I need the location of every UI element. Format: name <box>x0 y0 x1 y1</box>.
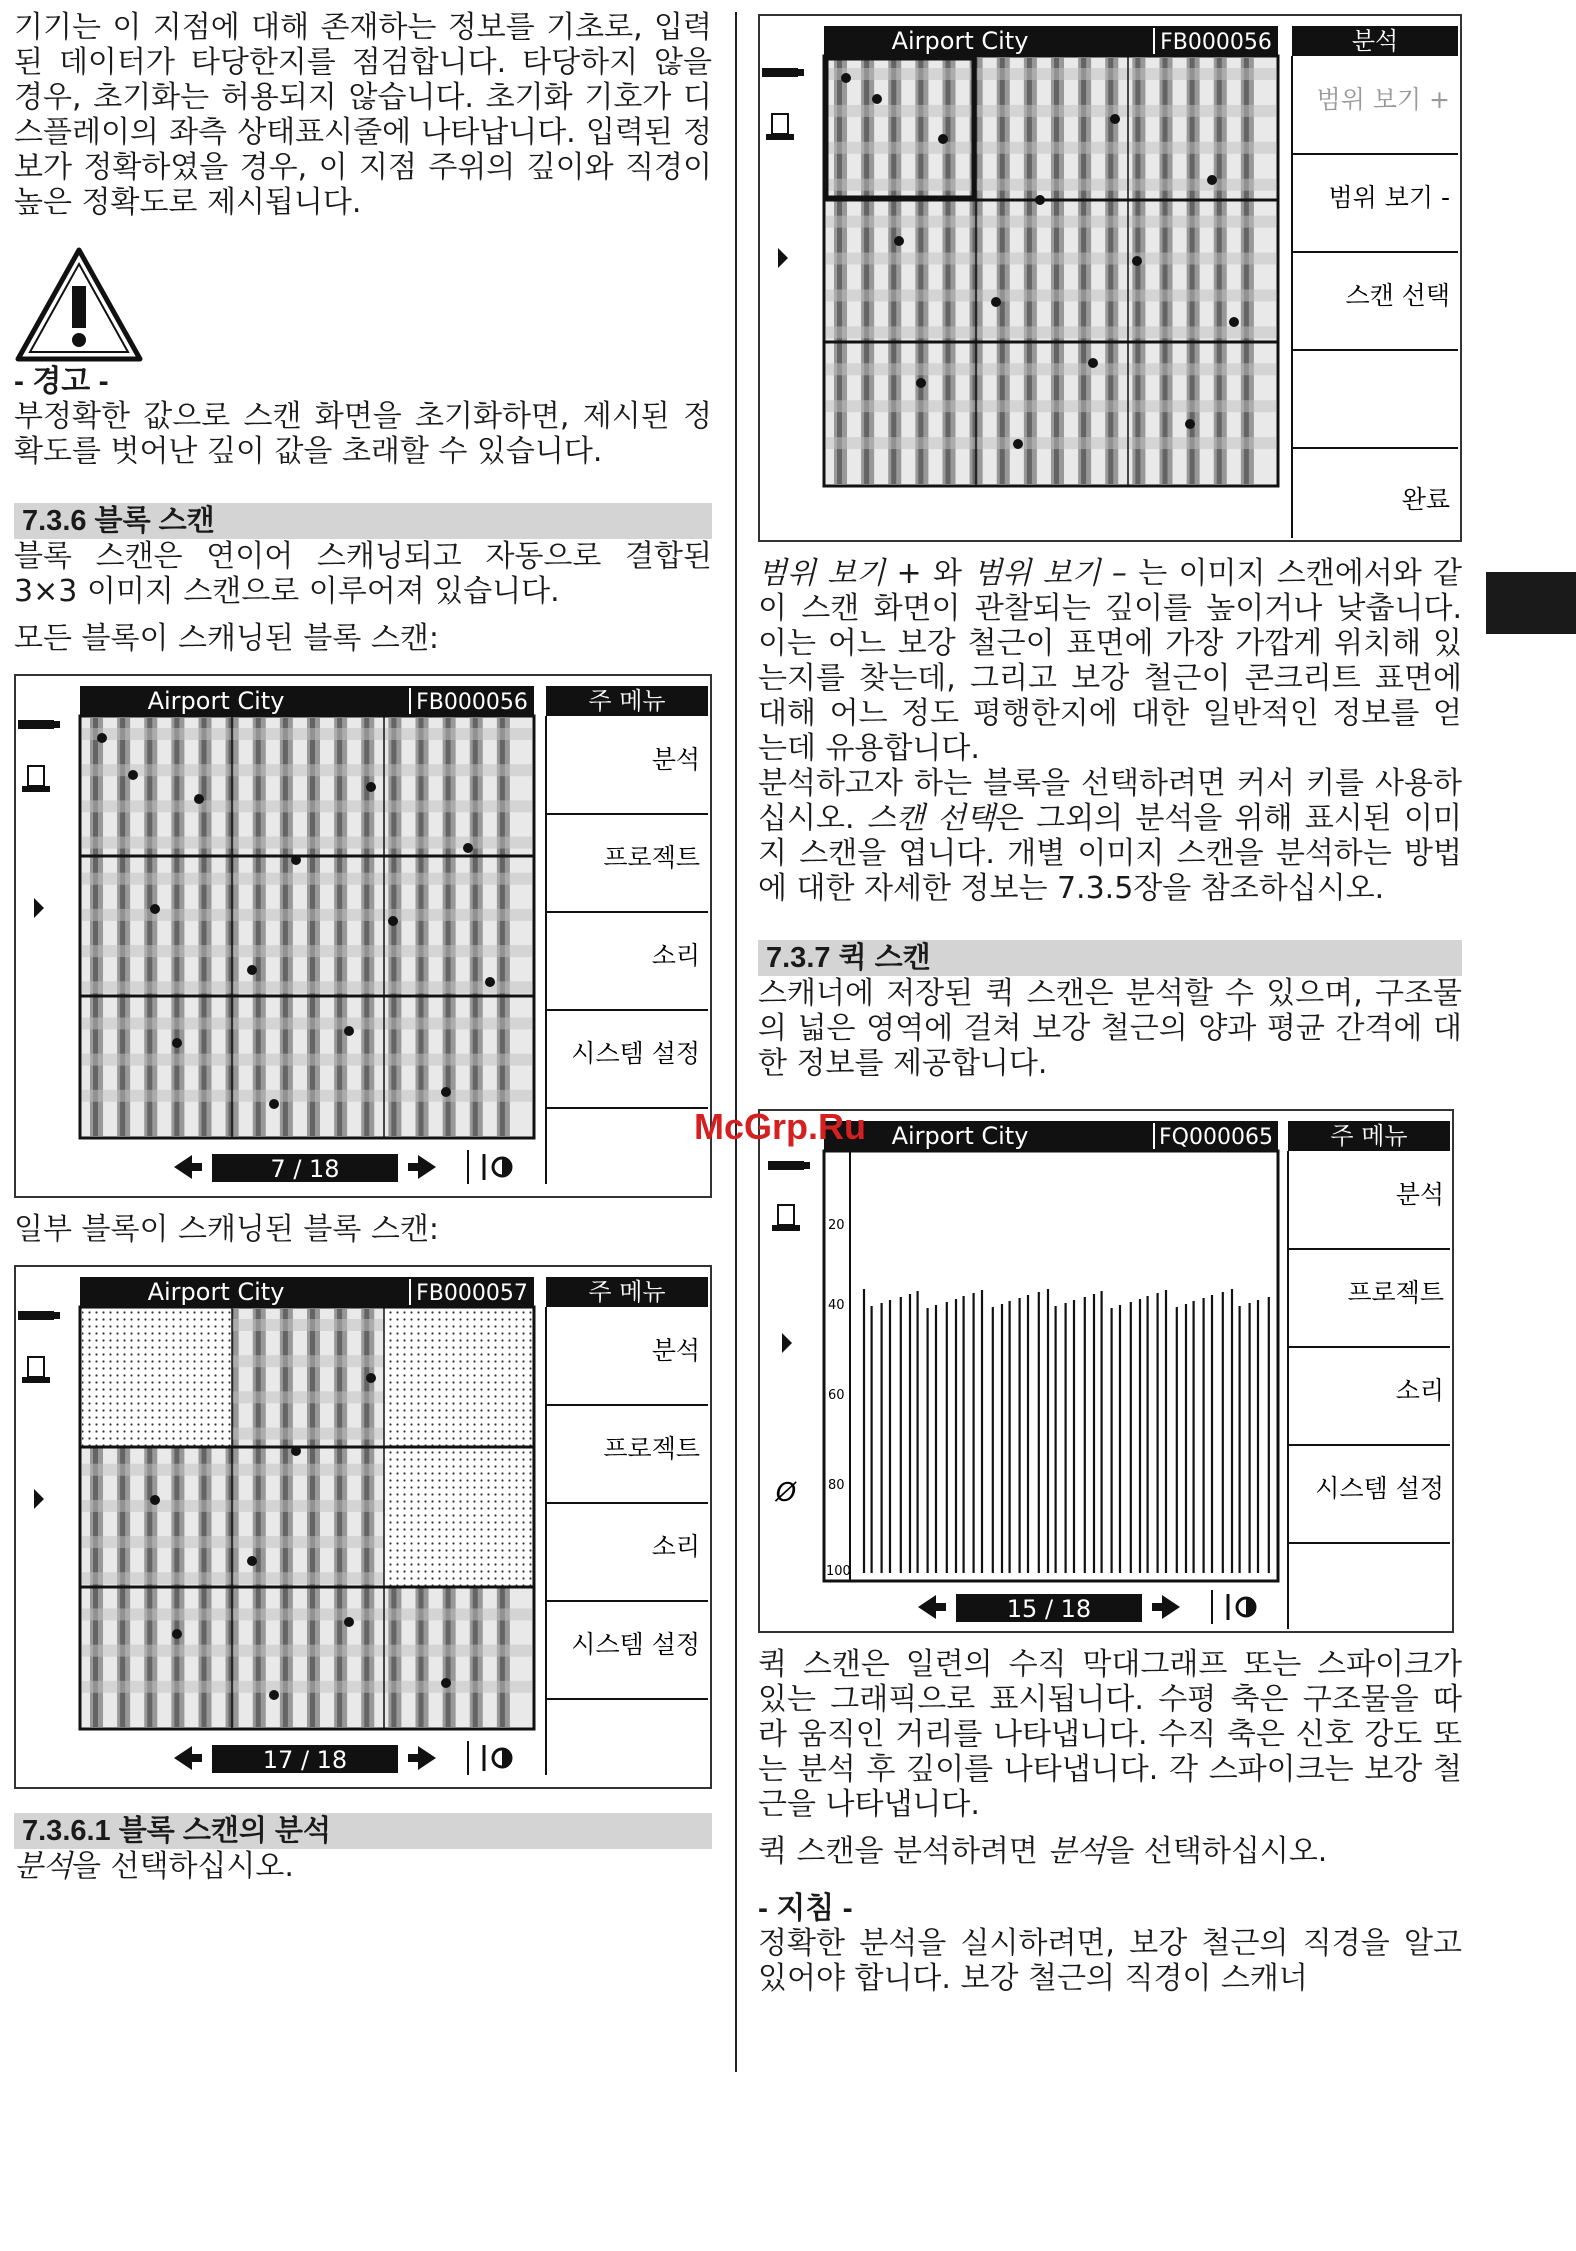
analysis-term: 분석 <box>1047 1834 1106 1869</box>
axis-tick-label: 80 <box>828 1478 845 1493</box>
screen-block-scan-analysis <box>758 14 1462 542</box>
column-divider <box>735 12 737 2072</box>
zoom-description <box>758 556 1462 766</box>
text-run: 는 이미지 스캔에서와 같이 스캔 화면이 관찰되는 깊이를 높이거나 낮춥니다. 이는 어느 보강 철근이 표면에 가장 가깝게 위치해 있는지를 찾는데, 그리고 보강 철근이 콘크리트 표면에 대해 어느 정도 평행한지에 대한 일반적인 정보를 얻는데 유용합니다. <box>758 556 1462 766</box>
soft-key-menu <box>546 686 708 1184</box>
soft-key-menu <box>546 1277 708 1775</box>
warning-text: 부정확한 값으로 스캔 화면을 초기화하면, 제시된 정확도를 벗어난 깊이 값을 초래할 수 있습니다. <box>14 399 712 469</box>
text-run: 퀵 스캔을 분석하려면 <box>758 1834 1048 1869</box>
menu-title: 주 메뉴 <box>588 1278 666 1306</box>
section-7-3-6-1-heading: 7.3.6.1 블록 스캔의 분석 <box>14 1813 712 1849</box>
select-scan-term: 스캔 선택 <box>866 801 995 836</box>
status-bar <box>18 1311 60 1509</box>
section-7-3-7-text: 스캐너에 저장된 퀵 스캔은 분석할 수 있으며, 구조물의 넓은 영역에 걸쳐 보강 철근의 양과 평균 간격에 대한 정보를 제공합니다. <box>758 976 1462 1081</box>
note-title: - 지침 - <box>758 1892 853 1925</box>
instruction-text: 을 선택하십시오. <box>71 1849 294 1884</box>
warning-triangle-icon <box>14 246 144 364</box>
menu-title: 주 메뉴 <box>1330 1122 1408 1150</box>
diameter-icon: Ø <box>775 1478 797 1508</box>
header-scan-id: FQ000065 <box>1159 1125 1273 1150</box>
warning-title: - 경고 - <box>14 365 109 398</box>
section-7-3-6-heading: 7.3.6 블록 스캔 <box>14 503 712 539</box>
cursor-description <box>758 766 1462 906</box>
text-run: 을 선택하십시오. <box>1105 1834 1328 1869</box>
page-navigator <box>918 1590 1255 1624</box>
text-run: 와 <box>921 556 974 591</box>
soft-key-menu <box>1288 1121 1450 1629</box>
caption-full-block-scan: 모든 블록이 스캐닝된 블록 스캔: <box>14 621 439 656</box>
axis-tick-label: 60 <box>828 1388 845 1403</box>
arrow-right-icon[interactable] <box>418 1155 436 1179</box>
menu-item-system-settings[interactable]: 시스템 설정 <box>571 1039 700 1068</box>
left-column <box>14 0 712 1884</box>
arrow-right-icon[interactable] <box>1162 1595 1180 1619</box>
header-scan-id: FB000057 <box>416 1281 528 1306</box>
screen-quick-scan <box>758 1109 1454 1633</box>
section-7-3-6-text: 블록 스캔은 연이어 스캐닝되고 자동으로 결합된 3×3 이미지 스캔으로 이루어져 있습니다. <box>14 539 712 609</box>
page-counter: 7 / 18 <box>270 1155 340 1183</box>
menu-item-sound[interactable]: 소리 <box>651 941 700 970</box>
analysis-term: 분석 <box>14 1849 72 1884</box>
page-navigator <box>174 1150 511 1184</box>
note-text: 정확한 분석을 실시하려면, 보강 철근의 직경을 알고 있어야 합니다. 보강 철근의 직경이 스캐너 <box>758 1926 1462 1996</box>
menu-title: 주 메뉴 <box>588 687 666 715</box>
soft-key-menu <box>1292 26 1458 538</box>
menu-item-analysis[interactable]: 분석 <box>1395 1180 1444 1209</box>
quick-scan-description: 퀵 스캔은 일련의 수직 막대그래프 또는 스파이크가 있는 그래픽으로 표시됩니다. 수평 축은 구조물을 따라 움직인 거리를 나타냅니다. 수직 축은 신호 강도 또는 분석 후 깊이를 나타냅니다. 각 스파이크는 보강 철근을 나타냅니다. <box>758 1647 1462 1822</box>
page-navigator <box>174 1741 511 1775</box>
menu-item-project[interactable]: 프로젝트 <box>603 1434 700 1463</box>
header-location: Airport City <box>147 1278 285 1306</box>
menu-item-system-settings[interactable]: 시스템 설정 <box>571 1630 700 1659</box>
intro-paragraph: 기기는 이 지점에 대해 존재하는 정보를 기초로, 입력된 데이터가 타당한지를 점검합니다. 타당하지 않을 경우, 초기화는 허용되지 않습니다. 초기화 기호가 디스플레이의 좌측 상태표시줄에 나타납니다. 입력된 정보가 정확하였을 경우, 이 지점 주위의 깊이와 직경이 높은 정확도로 제시됩니다. <box>14 10 712 220</box>
caption-partial-block-scan: 일부 블록이 스캐닝된 블록 스캔: <box>14 1212 439 1247</box>
menu-item-zoom-in-disabled: 범위 보기 + <box>1316 85 1450 114</box>
menu-title: 분석 <box>1351 27 1399 55</box>
menu-item-project[interactable]: 프로젝트 <box>1347 1278 1444 1307</box>
unscanned-block <box>384 1447 532 1587</box>
arrow-left-icon[interactable] <box>174 1746 192 1770</box>
menu-item-analysis[interactable]: 분석 <box>651 745 700 774</box>
axis-tick-label: 100 <box>826 1564 851 1579</box>
page-tab-marker <box>1486 572 1576 634</box>
menu-item-done[interactable]: 완료 <box>1401 485 1450 514</box>
zoom-in-term: 범위 보기 + <box>758 556 922 591</box>
status-bar <box>762 68 804 268</box>
screen-block-scan-full <box>14 674 712 1198</box>
menu-item-select-scan[interactable]: 스캔 선택 <box>1345 281 1450 310</box>
header-location: Airport City <box>147 687 285 715</box>
header-scan-id: FB000056 <box>416 690 528 715</box>
menu-item-sound[interactable]: 소리 <box>1395 1376 1444 1405</box>
page-counter: 15 / 18 <box>1006 1595 1092 1623</box>
arrow-left-icon[interactable] <box>918 1595 936 1619</box>
menu-item-project[interactable]: 프로젝트 <box>603 843 700 872</box>
text-run: 은 그외의 분석을 위해 표시된 이미지 스캔을 엽니다. 개별 이미지 스캔을 분석하는 방법에 대한 자세한 정보는 7.3.5장을 참조하십시오. <box>758 801 1462 906</box>
status-bar <box>768 1161 810 1508</box>
watermark: McGrp.Ru <box>694 1106 867 1147</box>
section-7-3-7-heading: 7.3.7 퀵 스캔 <box>758 940 1462 976</box>
axis-tick-label: 20 <box>828 1218 845 1233</box>
status-bar <box>18 720 60 918</box>
arrow-left-icon[interactable] <box>174 1155 192 1179</box>
header-location: Airport City <box>891 27 1029 55</box>
text-run: 분석하고자 하는 블록을 선택하려면 커서 키를 사용하십시오. <box>758 766 1462 836</box>
menu-item-analysis[interactable]: 분석 <box>651 1336 700 1365</box>
zoom-out-term: 범위 보기 – <box>973 556 1127 591</box>
header-scan-id: FB000056 <box>1160 30 1272 55</box>
screen-block-scan-partial <box>14 1265 712 1789</box>
menu-item-zoom-out[interactable]: 범위 보기 - <box>1328 183 1450 212</box>
axis-tick-label: 40 <box>828 1298 845 1313</box>
arrow-right-icon[interactable] <box>418 1746 436 1770</box>
page-counter: 17 / 18 <box>262 1746 348 1774</box>
menu-item-sound[interactable]: 소리 <box>651 1532 700 1561</box>
section-7-3-6-1-text <box>14 1849 712 1884</box>
right-column <box>758 0 1462 1996</box>
unscanned-block <box>82 1309 232 1447</box>
header-location: Airport City <box>891 1122 1029 1150</box>
quick-scan-analyze-text <box>758 1834 1462 1869</box>
menu-item-system-settings[interactable]: 시스템 설정 <box>1315 1474 1444 1503</box>
unscanned-block <box>384 1309 532 1447</box>
